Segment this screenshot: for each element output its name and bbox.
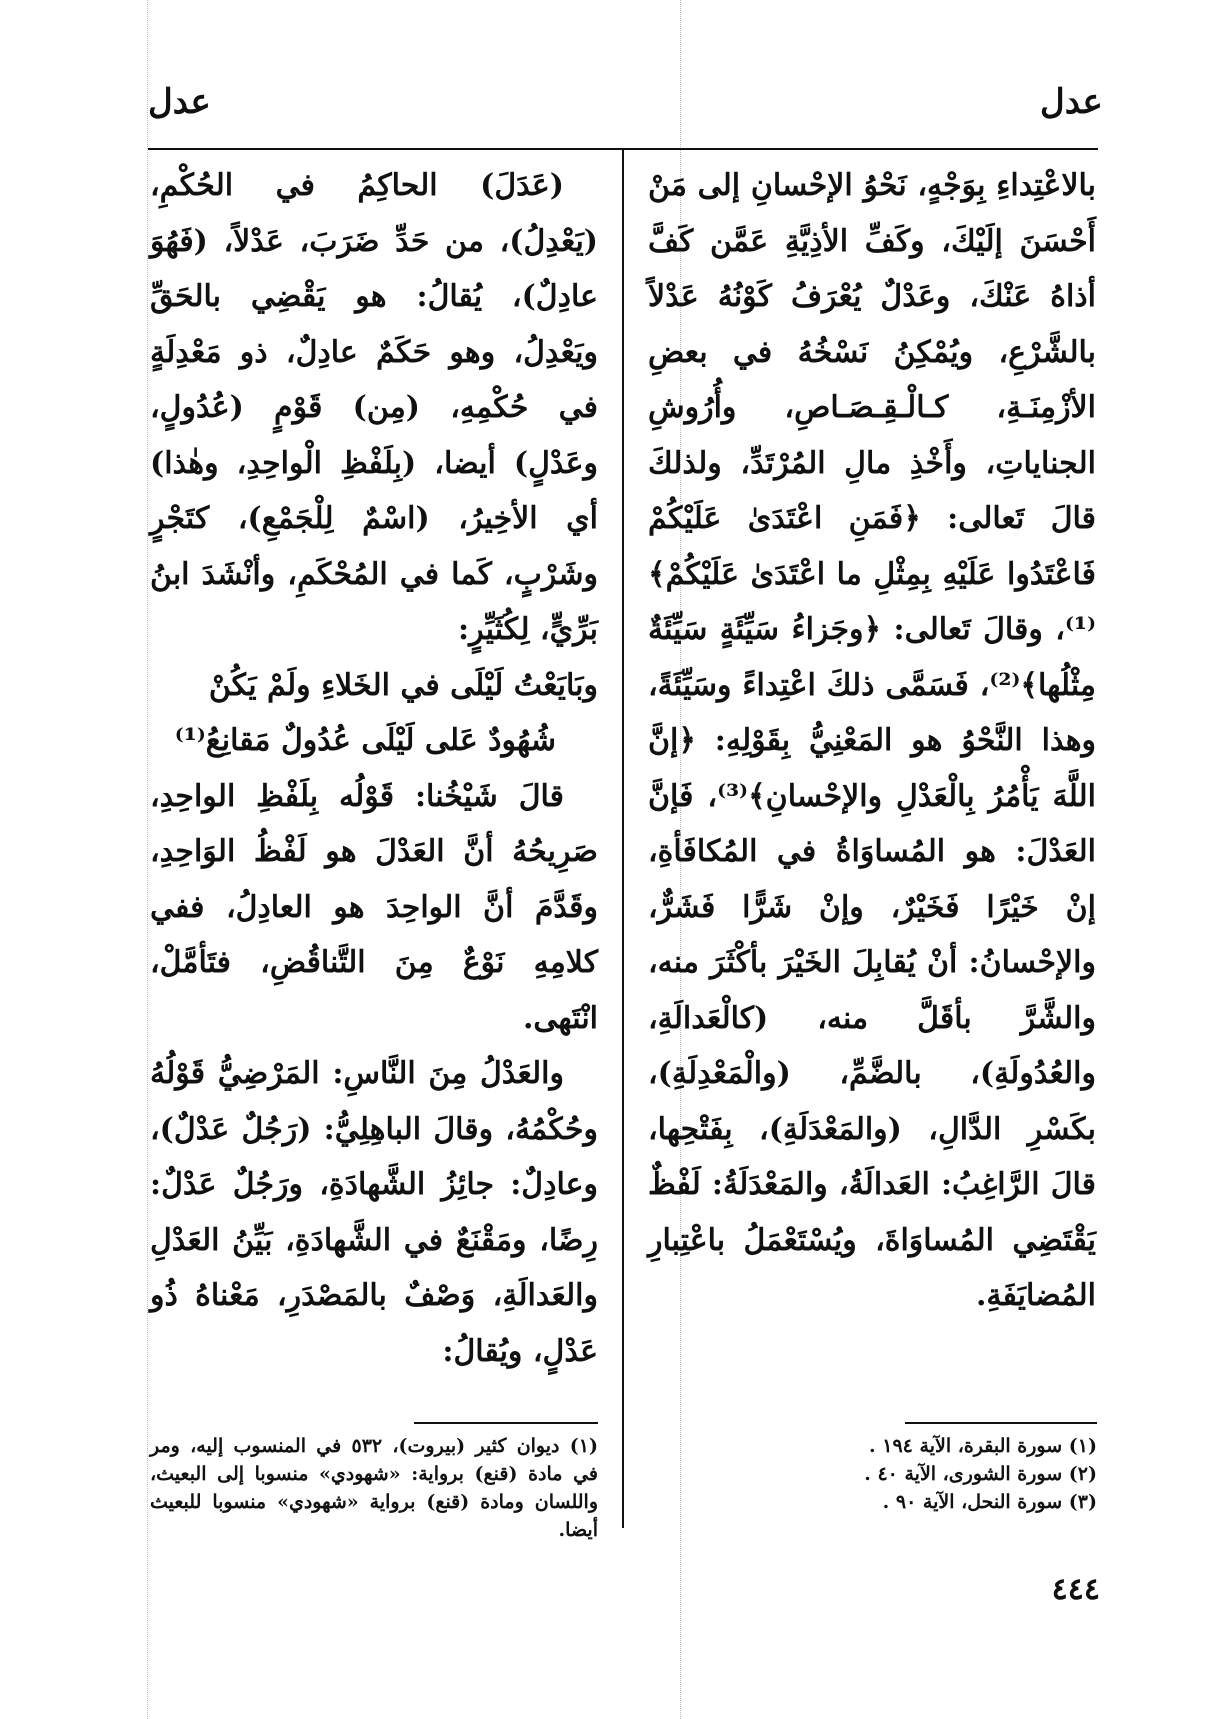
right-column-paragraph: بالاعْتِداءِ بِوَجْهٍ، نَحْوُ الإحْسانِ إلى مَنْ أَحْسَنَ إلَيْكَ، وكَفِّ الأذِيَّةِ عَمَّن كَفَّ أذاهُ عَنْكَ، وعَدْلٌ يُعْرَفُ كَوْنُهُ عَدْلاً بالشَّرْعِ، ويُمْكِنُ نَسْخُهُ في بعضِ الأزْمِنَـةِ، كـالْـقِـصَـاصِ، وأُرُوشِ الجناياتِ، وأَخْذِ مالِ المُرْتَدِّ، ولذلكَ قالَ تَعالى: ﴿فَمَنِ اعْتَدَىٰ عَلَيْكُمْ فَاعْتَدُوا عَلَيْهِ بِمِثْلِ ما اعْتَدَىٰ عَلَيْكُمْ﴾⁽¹⁾، وقالَ تَعالى: ﴿وجَزاءُ سَيِّئَةٍ سَيِّئَةٌ مِثْلُها﴾⁽²⁾، فَسَمَّى ذلكَ اعْتِداءً وسَيِّئَةً، وهذا النَّحْوُ هو المَعْنِيُّ بِقَوْلِهِ: ﴿إنَّ اللَّهَ يَأْمُرُ بِالْعَدْلِ والإحْسانِ﴾⁽³⁾، فَإنَّ العَدْلَ: هو المُساوَاةُ في المُكافَأةِ، إنْ خَيْرًا فَخَيْرٌ، وإنْ شَرًّا فَشَرٌّ، والإحْسانُ: أنْ يُقابِلَ الخَيْرَ بأكْثَرَ منه، والشَّرَّ بأقَلَّ منه، (كالْعَدالَةِ، والعُدُولَةِ)، بالضَّمِّ، (والْمَعْدِلَةِ)، بكَسْرِ الدَّالِ، (والمَعْدَلَةِ)، بِفَتْحِها، قالَ الرَّاغِبُ: العَدالَةُ، والمَعْدَلَةُ: لَفْظٌ يَقْتَضِي المُساوَاةَ، ويُسْتَعْمَلُ باعْتِبارِ المُضايَفَةِ. bbox=[648, 168, 1097, 1313]
scan-guide-line bbox=[147, 0, 148, 1719]
left-column bbox=[150, 158, 598, 1379]
header-word-left: عدل bbox=[148, 82, 211, 122]
commentary-paragraph: قالَ شَيْخُنا: قَوْلُه بِلَفْظِ الواحِدِ، صَرِيحُهُ أنَّ العَدْلَ هو لَفْظُ الوَاحِدِ، وقَدَّمَ أنَّ الواحِدَ هو العادِلُ، ففي كلامِهِ نَوْعٌ مِنَ التَّناقُضِ، فتَأمَّلْ، انْتَهى. bbox=[150, 778, 598, 1036]
footnote-item: (٢) سورة الشورى، الآية ٤٠ . bbox=[864, 1463, 1097, 1485]
poetry-verse-line-2: شُهُودٌ عَلى لَيْلَى عُدُولٌ مَقانِعُ⁽¹⁾ bbox=[174, 723, 556, 758]
right-column bbox=[648, 158, 1096, 1324]
poetry-verse-line-1: وبَايَعْتُ لَيْلَى في الخَلاءِ ولَمْ يَكُنْ bbox=[208, 667, 598, 703]
footnote-item: (١) ديوان كثير (بيروت)، ٥٣٢ في المنسوب إليه، ومر في مادة (قنع) برواية: «شهودي» منسوبا إلى البعيث، واللسان ومادة (قنع) برواية «شهودي» منسوبا للبعيث أيضا. bbox=[150, 1435, 598, 1541]
header-word-right: عدل bbox=[1040, 82, 1103, 122]
footnotes-left bbox=[150, 1432, 598, 1544]
page-number: ٤٤٤ bbox=[1051, 1572, 1100, 1607]
footnote-rule-left bbox=[414, 1422, 598, 1424]
definition-paragraph: والعَدْلُ مِنَ النَّاسِ: المَرْضِيُّ قَوْلُهُ وحُكْمُهُ، وقالَ الباهِلِيُّ: (رَجُلٌ عَدْلٌ)، وعادِلٌ: جائِزُ الشَّهادَةِ، ورَجُلٌ عَدْلٌ: رِضًا، ومَقْنَعٌ في الشَّهادَةِ، بَيِّنُ العَدْلِ والعَدالَةِ، وَصْفٌ بالمَصْدَرِ، مَعْناهُ ذُو عَدْلٍ، ويُقالُ: bbox=[150, 1056, 598, 1369]
entry-paragraph: (عَدَلَ) الحاكِمُ في الحُكْمِ، (يَعْدِلُ)، من حَدِّ ضَرَبَ، عَدْلاً، (فَهُوَ عادِلٌ)، يُقالُ: هو يَقْضِي بالحَقِّ ويَعْدِلُ، وهو حَكَمٌ عادِلٌ، ذو مَعْدِلَةٍ في حُكْمِهِ، (مِن) قَوْمٍ (عُدُولٍ، وعَدْلٍ) أيضا، (بِلَفْظِ الْواحِدِ، وهٰذا) أي الأخِيرُ، (اسْمٌ لِلْجَمْعِ)، كتَجْرٍ وشَرْبٍ، كَما في المُحْكَمِ، وأنْشَدَ ابنُ بَرِّيٍّ، لِكُثَيِّرٍ: bbox=[150, 168, 598, 647]
column-divider bbox=[622, 150, 624, 1528]
footnote-item: (٣) سورة النحل، الآية ٩٠ . bbox=[882, 1491, 1097, 1513]
footnote-rule-right bbox=[905, 1422, 1097, 1424]
footnote-item: (١) سورة البقرة، الآية ١٩٤ . bbox=[869, 1435, 1097, 1457]
footnotes-right bbox=[700, 1432, 1097, 1516]
